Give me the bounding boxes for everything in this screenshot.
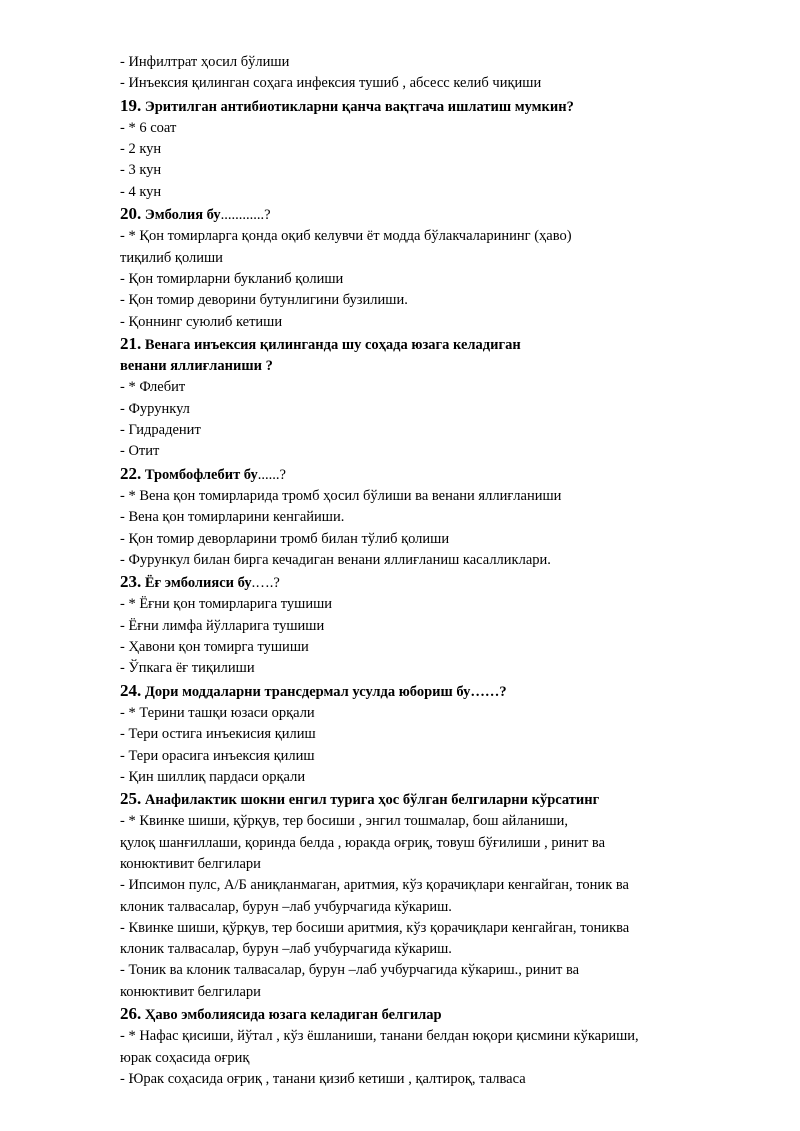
question-heading	[120, 680, 760, 703]
answer-option: - Вена қон томирларини кенгайиши.	[120, 509, 345, 526]
question-text: Анафилактик шокни енгил турига ҳос бўлган белгиларни кўрсатинг	[144, 792, 600, 809]
answer-option: - Отит	[120, 443, 160, 460]
answer-option: - Тери орасига инъексия қилиш	[120, 747, 315, 764]
answer-option: - * Ёғни қон томирларига тушиши	[120, 596, 333, 613]
answer-option: - Ёғни лимфа йўлларига тушиши	[120, 617, 325, 634]
answer-option: - Қин шиллиқ пардаси орқали	[120, 768, 306, 785]
question-heading-continued	[120, 356, 760, 377]
question-text: Венага инъексия қилинганда шу соҳада юзага келадиган	[144, 336, 521, 353]
answer-option: - Фурункул билан бирга кечадиган венани яллиғланиш касалликлари.	[120, 551, 551, 568]
answer-option: конюктивит белгилари	[120, 855, 261, 872]
answer-option: - * Терини ташқи юзаси орқали	[120, 704, 315, 721]
answer-option: - Қоннинг суюлиб кетиши	[120, 313, 283, 330]
answer-option: - Ҳавони қон томирга тушиши	[120, 639, 309, 656]
answer-option: қулоқ шанғиллаши, қоринда белда , юракда оғриқ, товуш бўғилиши , ринит ва	[120, 834, 606, 851]
answer-option: - Юрак соҳасида оғриқ , танани қизиб кетиши , қалтироқ, талваса	[120, 1070, 526, 1087]
question-text: Ёғ эмболияси бу	[144, 575, 252, 592]
answer-option: конюктивит белгилари	[120, 983, 261, 1000]
answer-option: - Квинке шиши, қўрқув, тер босиши аритмия, кўз қорачиқлари кенгайган, тониква	[120, 919, 630, 936]
document-content	[120, 52, 760, 1090]
question-number: 23.	[120, 572, 142, 592]
question-number: 26.	[120, 1004, 142, 1024]
question-heading	[120, 1003, 760, 1026]
answer-option: - Ипсимон пулс, А/Б аниқланмаган, аритмия, кўз қорачиқлари кенгайган, тоник ва	[120, 877, 629, 894]
answer-option: - Фурункул	[120, 400, 190, 417]
question-number: 20.	[120, 204, 142, 224]
answer-option: - * Флебит	[120, 379, 186, 396]
answer-option: - Гидраденит	[120, 422, 201, 439]
question-text: Ҳаво эмболиясида юзага келадиган белгилар	[144, 1007, 442, 1024]
answer-option: - Инъексия қилинган соҳага инфексия тушиб , абсесс келиб чиқиши	[120, 75, 542, 92]
answer-option: - * Нафас қисиши, йўтал , кўз ёшланиши, танани белдан юқори қисмини кўкариши,	[120, 1028, 639, 1045]
answer-option: - Тери остига инъекисия қилиш	[120, 726, 316, 743]
question-heading	[120, 333, 760, 356]
answer-option: - 4 кун	[120, 183, 162, 200]
answer-option: - * Квинке шиши, қўрқув, тер босиши , энгил тошмалар, бош айланиши,	[120, 813, 569, 830]
answer-option: - 2 кун	[120, 141, 162, 158]
question-tail: ............?	[220, 207, 271, 224]
answer-option: - * Вена қон томирларида тромб ҳосил бўлиши ва венани яллиғланиши	[120, 487, 562, 504]
question-text: венани яллиғланиши ?	[120, 358, 273, 375]
question-heading	[120, 788, 760, 811]
answer-option: - Тоник ва клоник талвасалар, бурун –лаб учбурчагида кўкариш., ринит ва	[120, 962, 580, 979]
answer-option: клоник талвасалар, бурун –лаб учбурчагида кўкариш.	[120, 941, 452, 958]
question-number: 22.	[120, 463, 142, 483]
question-heading	[120, 203, 760, 226]
answer-option: - Инфилтрат ҳосил бўлиши	[120, 54, 290, 70]
question-heading	[120, 463, 760, 486]
question-text: Эмболия бу	[144, 207, 221, 224]
question-number: 25.	[120, 789, 142, 809]
answer-option: - Қон томирларни букланиб қолиши	[120, 270, 344, 287]
answer-option: юрак соҳасида оғриқ	[120, 1049, 250, 1066]
answer-option: - Қон томир деворини бутунлигини бузилиши.	[120, 292, 408, 309]
answer-option: - * 6 соат	[120, 119, 177, 136]
question-text: Тромбофлебит бу	[144, 466, 258, 483]
question-heading	[120, 95, 760, 118]
answer-option: - 3 кун	[120, 162, 162, 179]
question-text: Эритилган антибиотикларни қанча вақтгача ишлатиш мумкин?	[144, 98, 574, 115]
answer-option: - Қон томир деворларини тромб билан тўлиб қолиши	[120, 530, 450, 547]
answer-option: тиқилиб қолиши	[120, 249, 223, 266]
question-number: 19.	[120, 95, 142, 115]
question-number: 21.	[120, 333, 142, 353]
answer-option: - * Қон томирларга қонда оқиб келувчи ёт модда бўлакчаларининг (ҳаво)	[120, 228, 572, 245]
question-tail: .….?	[251, 575, 280, 592]
question-heading	[120, 571, 760, 594]
question-text: Дори моддаларни трансдермал усулда юбориш бу……?	[144, 683, 507, 700]
answer-option: клоник талвасалар, бурун –лаб учбурчагида кўкариш.	[120, 898, 452, 915]
question-tail: ......?	[257, 466, 286, 483]
answer-option: - Ўпкага ёғ тиқилиши	[120, 660, 255, 677]
question-number: 24.	[120, 680, 142, 700]
